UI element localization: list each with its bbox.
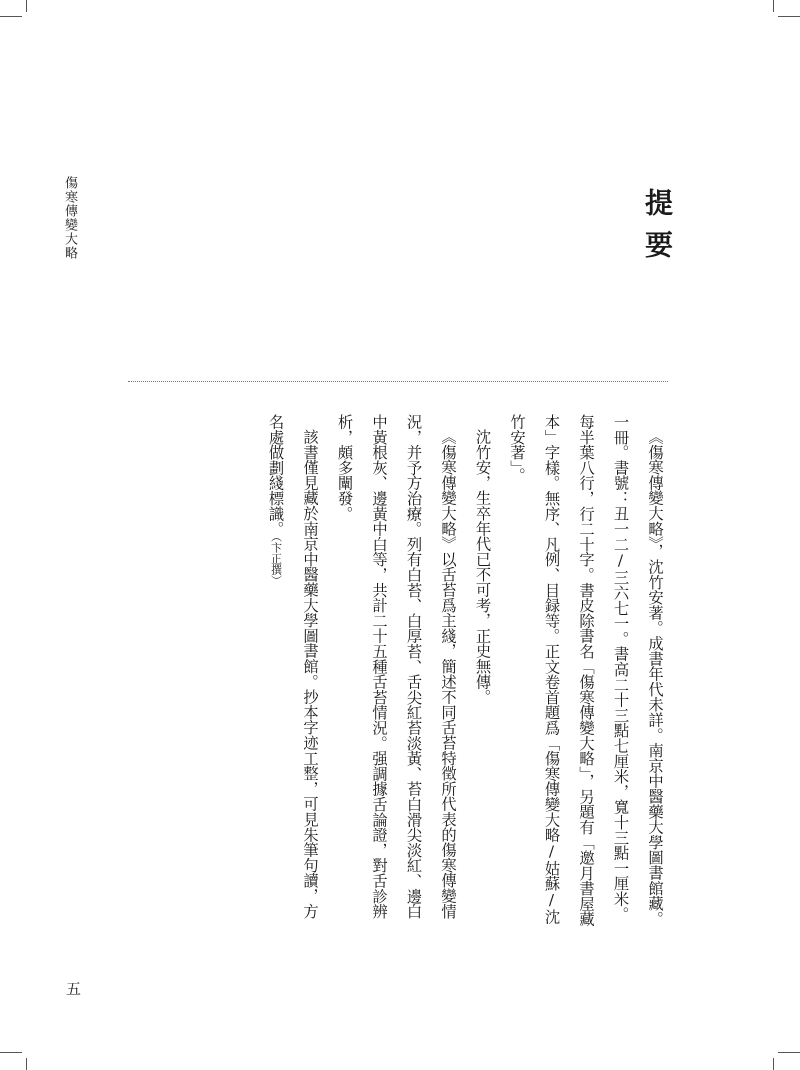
dotted-rule [128, 381, 668, 382]
crop-mark [778, 16, 800, 17]
paragraph: 《傷寒傳變大略》，沈竹安著。成書年代未詳。南京中醫藥大學圖書館藏。一冊。書號：丑一二/三六七一。書高二十三點七厘米，寬十三點一厘米。每半葉八行，行二十字。書皮除書名「傷寒傳變大略」，另題有「邀月書屋藏本」字樣。無序、凡例、目録等。正文卷首題爲「傷寒傳變大略/姑蘇/沈竹安著」。 [508, 414, 664, 927]
paragraph: 《傷寒傳變大略》以舌苔爲主綫，簡述不同舌苔特徵所代表的傷寒傳變情況，并予方治療。列有白苔、白厚苔、舌尖紅苔淡黃、苔白滑尖淡紅、邊白中黃根灰、邊黃中白等，共計二十五種舌苔情況。强調據舌論證，對舌診辨析，頗多闡發。 [335, 414, 457, 919]
paragraph: 沈竹安，生卒年代已不可考，正史無傳。 [473, 429, 492, 705]
section-title: 提要 [641, 188, 674, 272]
crop-mark [26, 1058, 27, 1070]
crop-mark [773, 1058, 774, 1070]
crop-mark [773, 0, 774, 12]
crop-mark [0, 1052, 22, 1053]
page-number: 五 [66, 980, 82, 998]
author-signature: （卞正撰） [269, 536, 283, 586]
running-head: 傷寒傳變大略 [62, 176, 77, 260]
crop-mark [0, 16, 22, 17]
crop-mark [26, 0, 27, 12]
paragraph [258, 414, 327, 934]
crop-mark [778, 1052, 800, 1053]
body-text [266, 414, 672, 934]
paragraph-text: 該書僅見藏於南京中醫藥大學圖書館。抄本字迹工整，可見朱筆句讀，方名處做劃綫標識。 [266, 414, 319, 919]
